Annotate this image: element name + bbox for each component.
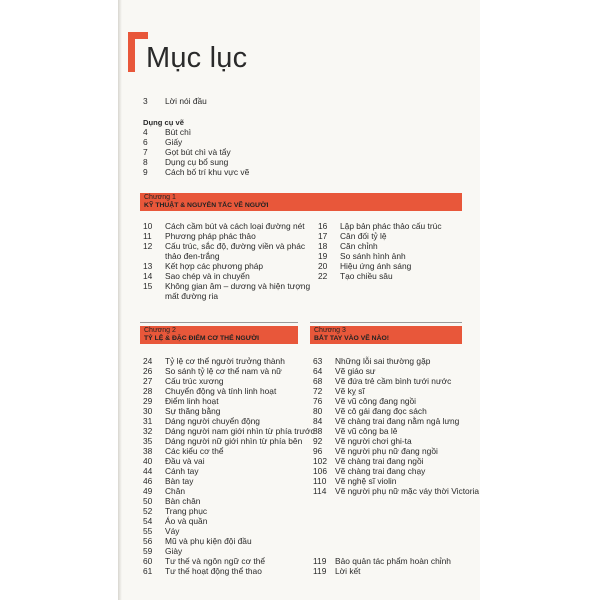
toc-entry-text: Váy	[165, 526, 180, 536]
toc-entry-text: Bảo quản tác phẩm hoàn chỉnh	[335, 556, 451, 566]
toc-entry-text: Cấu trúc xương	[165, 376, 224, 386]
toc-page-number: 20	[318, 261, 328, 271]
toc-page-number: 50	[143, 496, 153, 506]
chapter-2-banner	[140, 326, 298, 344]
chapter-3-banner	[310, 326, 462, 344]
toc-entry-text: Tỷ lệ cơ thể người trưởng thành	[165, 356, 285, 366]
toc-entry	[313, 466, 425, 476]
toc-entry-text: Dáng người nữ giới nhìn từ phía bên	[165, 436, 303, 446]
toc-entry-text: Giấy	[165, 137, 183, 147]
toc-entry-text: Sự thăng bằng	[165, 406, 221, 416]
toc-page-number: 44	[143, 466, 153, 476]
toc-entry	[318, 221, 442, 231]
toc-entry-text: Điểm linh hoạt	[165, 396, 219, 406]
toc-entry-text: Vẽ giáo sư	[335, 366, 376, 376]
toc-entry	[143, 406, 220, 416]
chapter-2-rule	[140, 322, 298, 323]
toc-entry	[318, 241, 378, 251]
toc-entry-text: Cánh tay	[165, 466, 199, 476]
toc-page-number: 114	[313, 486, 327, 496]
toc-page-number: 88	[313, 426, 323, 436]
toc-page-number: 15	[143, 281, 153, 291]
toc-page-number: 56	[143, 536, 153, 546]
toc-entry	[313, 476, 396, 486]
toc-entry	[318, 231, 387, 241]
toc-entry-text: So sánh tỷ lệ cơ thể nam và nữ	[165, 366, 282, 376]
toc-page-number: 26	[143, 366, 153, 376]
toc-page-number: 38	[143, 446, 153, 456]
toc-entry	[143, 241, 315, 261]
toc-entry-text: Những lỗi sai thường gặp	[335, 356, 431, 366]
toc-page-number: 16	[318, 221, 328, 231]
toc-entry	[143, 526, 179, 536]
toc-entry	[143, 516, 207, 526]
toc-entry-text: Vẽ chàng trai đang ngồi	[335, 456, 424, 466]
toc-page-number: 9	[143, 167, 148, 177]
toc-page-number: 24	[143, 356, 153, 366]
toc-entry	[143, 147, 231, 157]
toc-entry	[143, 476, 193, 486]
toc-entry-text: Vẽ đứa trẻ cầm bình tưới nước	[335, 376, 452, 386]
toc-entry-text: Dụng cụ bổ sung	[165, 157, 229, 167]
toc-entry-text: Chân	[165, 486, 186, 496]
toc-entry	[313, 446, 438, 456]
toc-entry-text: Bút chì	[165, 127, 192, 137]
toc-entry	[143, 157, 228, 167]
toc-entry	[143, 137, 182, 147]
toc-entry	[143, 446, 224, 456]
toc-page-number: 68	[313, 376, 323, 386]
toc-page-number: 60	[143, 556, 153, 566]
toc-page-number: 63	[313, 356, 323, 366]
toc-entry	[143, 221, 305, 231]
toc-page-number: 32	[143, 426, 153, 436]
toc-entry	[318, 251, 406, 261]
toc-entry	[143, 386, 276, 396]
toc-entry-text: So sánh hình ảnh	[340, 251, 406, 261]
toc-entry-text: Vẽ người phụ nữ mặc váy thời Victoria	[335, 486, 480, 496]
tools-heading: Dụng cụ vẽ	[143, 118, 184, 127]
toc-page-number: 64	[313, 366, 323, 376]
toc-page-number: 14	[143, 271, 153, 281]
toc-page-number: 18	[318, 241, 328, 251]
chapter-3-rule	[310, 322, 462, 323]
toc-entry	[143, 261, 263, 271]
toc-entry	[143, 466, 199, 476]
toc-page-number: 29	[143, 396, 153, 406]
toc-entry	[313, 456, 423, 466]
toc-entry	[143, 496, 200, 506]
toc-entry	[143, 127, 191, 137]
chapter-3-label: Chương 3	[314, 327, 346, 334]
toc-page-number: 35	[143, 436, 153, 446]
toc-entry-text: Vẽ người phụ nữ đang ngồi	[335, 446, 438, 456]
toc-entry	[143, 416, 260, 426]
toc-entry	[313, 356, 430, 366]
toc-entry	[143, 231, 256, 241]
toc-entry-text: Hiệu ứng ánh sáng	[340, 261, 412, 271]
toc-entry-text: Vẽ vũ công ba lê	[335, 426, 398, 436]
toc-entry-text: Vẽ nghệ sĩ violin	[335, 476, 397, 486]
toc-entry	[143, 281, 315, 301]
toc-page-number: 84	[313, 416, 323, 426]
toc-entry-text: Giày	[165, 546, 183, 556]
toc-page-number: 119	[313, 566, 327, 576]
toc-entry	[143, 167, 249, 177]
toc-entry-text: Vẽ chàng trai đang chạy	[335, 466, 426, 476]
toc-entry-text: Đầu và vai	[165, 456, 205, 466]
toc-page-number: 17	[318, 231, 328, 241]
toc-entry-text: Áo và quần	[165, 516, 208, 526]
toc-entry	[143, 536, 252, 546]
toc-page-number: 52	[143, 506, 153, 516]
page-title: Mục lục	[146, 42, 248, 74]
toc-page-number: 13	[143, 261, 153, 271]
toc-entry	[313, 426, 397, 436]
toc-entry-text: Sao chép và in chuyển	[165, 271, 250, 281]
toc-entry	[313, 406, 427, 416]
toc-page-number: 6	[143, 137, 148, 147]
toc-entry	[318, 271, 393, 281]
toc-entry	[143, 396, 219, 406]
toc-page-number: 59	[143, 546, 153, 556]
toc-entry	[143, 506, 207, 516]
chapter-1-banner	[140, 193, 462, 211]
toc-page-number: 27	[143, 376, 153, 386]
toc-page-number: 10	[143, 221, 153, 231]
toc-entry	[143, 556, 265, 566]
toc-page-number: 96	[313, 446, 323, 456]
toc-page-number: 11	[143, 231, 152, 241]
toc-entry	[313, 416, 459, 426]
toc-entry	[143, 566, 262, 576]
toc-entry	[318, 261, 411, 271]
toc-page-number: 46	[143, 476, 153, 486]
toc-entry	[143, 366, 282, 376]
toc-page-number: 102	[313, 456, 327, 466]
toc-page-number: 80	[313, 406, 323, 416]
toc-entry-text: Tư thế và ngôn ngữ cơ thể	[165, 556, 266, 566]
toc-page-number: 54	[143, 516, 153, 526]
toc-entry-text: Cân đối tỷ lệ	[340, 231, 387, 241]
toc-entry	[143, 546, 182, 556]
toc-page-number: 28	[143, 386, 153, 396]
toc-entry-text: Mũ và phụ kiện đội đầu	[165, 536, 252, 546]
toc-page-number: 40	[143, 456, 153, 466]
toc-entry	[143, 356, 285, 366]
toc-page-number: 72	[313, 386, 323, 396]
toc-entry-text: Phương pháp phác thảo	[165, 231, 256, 241]
toc-page-number: 7	[143, 147, 148, 157]
toc-entry-text: Cách bố trí khu vực vẽ	[165, 167, 250, 177]
toc-entry-text: Căn chỉnh	[340, 241, 378, 251]
toc-entry	[313, 396, 416, 406]
toc-entry-text: Cấu trúc, sắc độ, đường viền và phác thảo đen-trắng	[165, 241, 306, 261]
toc-entry-text: Vẽ cô gái đang đọc sách	[335, 406, 427, 416]
toc-entry-text: Dáng người chuyển động	[165, 416, 260, 426]
toc-entry-text: Chuyển động và tính linh hoạt	[165, 386, 277, 396]
toc-page-number: 8	[143, 157, 148, 167]
toc-entry	[313, 556, 451, 566]
toc-entry	[143, 96, 207, 106]
page-edge	[118, 0, 122, 600]
toc-entry	[313, 436, 412, 446]
toc-page-number: 22	[318, 271, 328, 281]
chapter-3-title: BẮT TAY VÀO VẼ NÀO!	[314, 335, 390, 342]
toc-entry	[143, 486, 185, 496]
toc-page-number: 76	[313, 396, 323, 406]
toc-entry	[143, 456, 205, 466]
toc-page-number: 61	[143, 566, 153, 576]
toc-page-number: 12	[143, 241, 153, 251]
chapter-2-label: Chương 2	[144, 327, 176, 334]
toc-entry-text: Các kiểu cơ thể	[165, 446, 224, 456]
toc-page-number: 4	[143, 127, 148, 137]
toc-entry-text: Lời kết	[335, 566, 361, 576]
toc-page-number: 30	[143, 406, 153, 416]
toc-entry-text: Dáng người nam giới nhìn từ phía trước	[165, 426, 315, 436]
toc-entry-text: Không gian âm – dương và hiện tượng mất đường ria	[165, 281, 311, 301]
toc-entry	[143, 426, 315, 436]
toc-page-number: 106	[313, 466, 327, 476]
toc-entry	[313, 566, 361, 576]
toc-entry	[313, 486, 479, 496]
toc-page-number: 3	[143, 96, 148, 106]
toc-entry	[143, 271, 250, 281]
toc-entry-text: Vẽ chàng trai đang nằm ngả lưng	[335, 416, 460, 426]
toc-entry	[313, 376, 451, 386]
chapter-1-label: Chương 1	[144, 194, 176, 201]
toc-page-number: 55	[143, 526, 153, 536]
toc-entry-text: Tư thế hoạt động thể thao	[165, 566, 262, 576]
toc-page-number: 110	[313, 476, 327, 486]
toc-page-number: 119	[313, 556, 327, 566]
toc-entry-text: Cách cầm bút và cách loại đường nét	[165, 221, 305, 231]
toc-entry	[143, 436, 302, 446]
toc-entry-text: Bàn chân	[165, 496, 201, 506]
toc-entry-text: Vẽ kỵ sĩ	[335, 386, 365, 396]
toc-page-number: 31	[143, 416, 153, 426]
toc-page-number: 19	[318, 251, 328, 261]
toc-entry-text: Trang phục	[165, 506, 208, 516]
toc-entry-text: Vẽ người chơi ghi-ta	[335, 436, 412, 446]
chapter-1-title: KỸ THUẬT & NGUYÊN TẮC VẼ NGƯỜI	[144, 202, 269, 209]
toc-entry-text: Tạo chiều sâu	[340, 271, 393, 281]
toc-entry-text: Vẽ vũ công đang ngồi	[335, 396, 417, 406]
toc-entry-text: Lời nói đầu	[165, 96, 207, 106]
toc-page-number: 92	[313, 436, 323, 446]
toc-entry-text: Lập bản phác thảo cấu trúc	[340, 221, 442, 231]
toc-page-number: 49	[143, 486, 153, 496]
toc-entry	[313, 366, 376, 376]
toc-entry-text: Gọt bút chì và tẩy	[165, 147, 231, 157]
toc-entry-text: Kết hợp các phương pháp	[165, 261, 264, 271]
title-bracket-horizontal	[128, 32, 148, 39]
toc-entry	[313, 386, 365, 396]
chapter-2-title: TỶ LỆ & ĐẶC ĐIỂM CƠ THỂ NGƯỜI	[144, 335, 260, 342]
toc-entry-text: Bàn tay	[165, 476, 194, 486]
toc-entry	[143, 376, 224, 386]
